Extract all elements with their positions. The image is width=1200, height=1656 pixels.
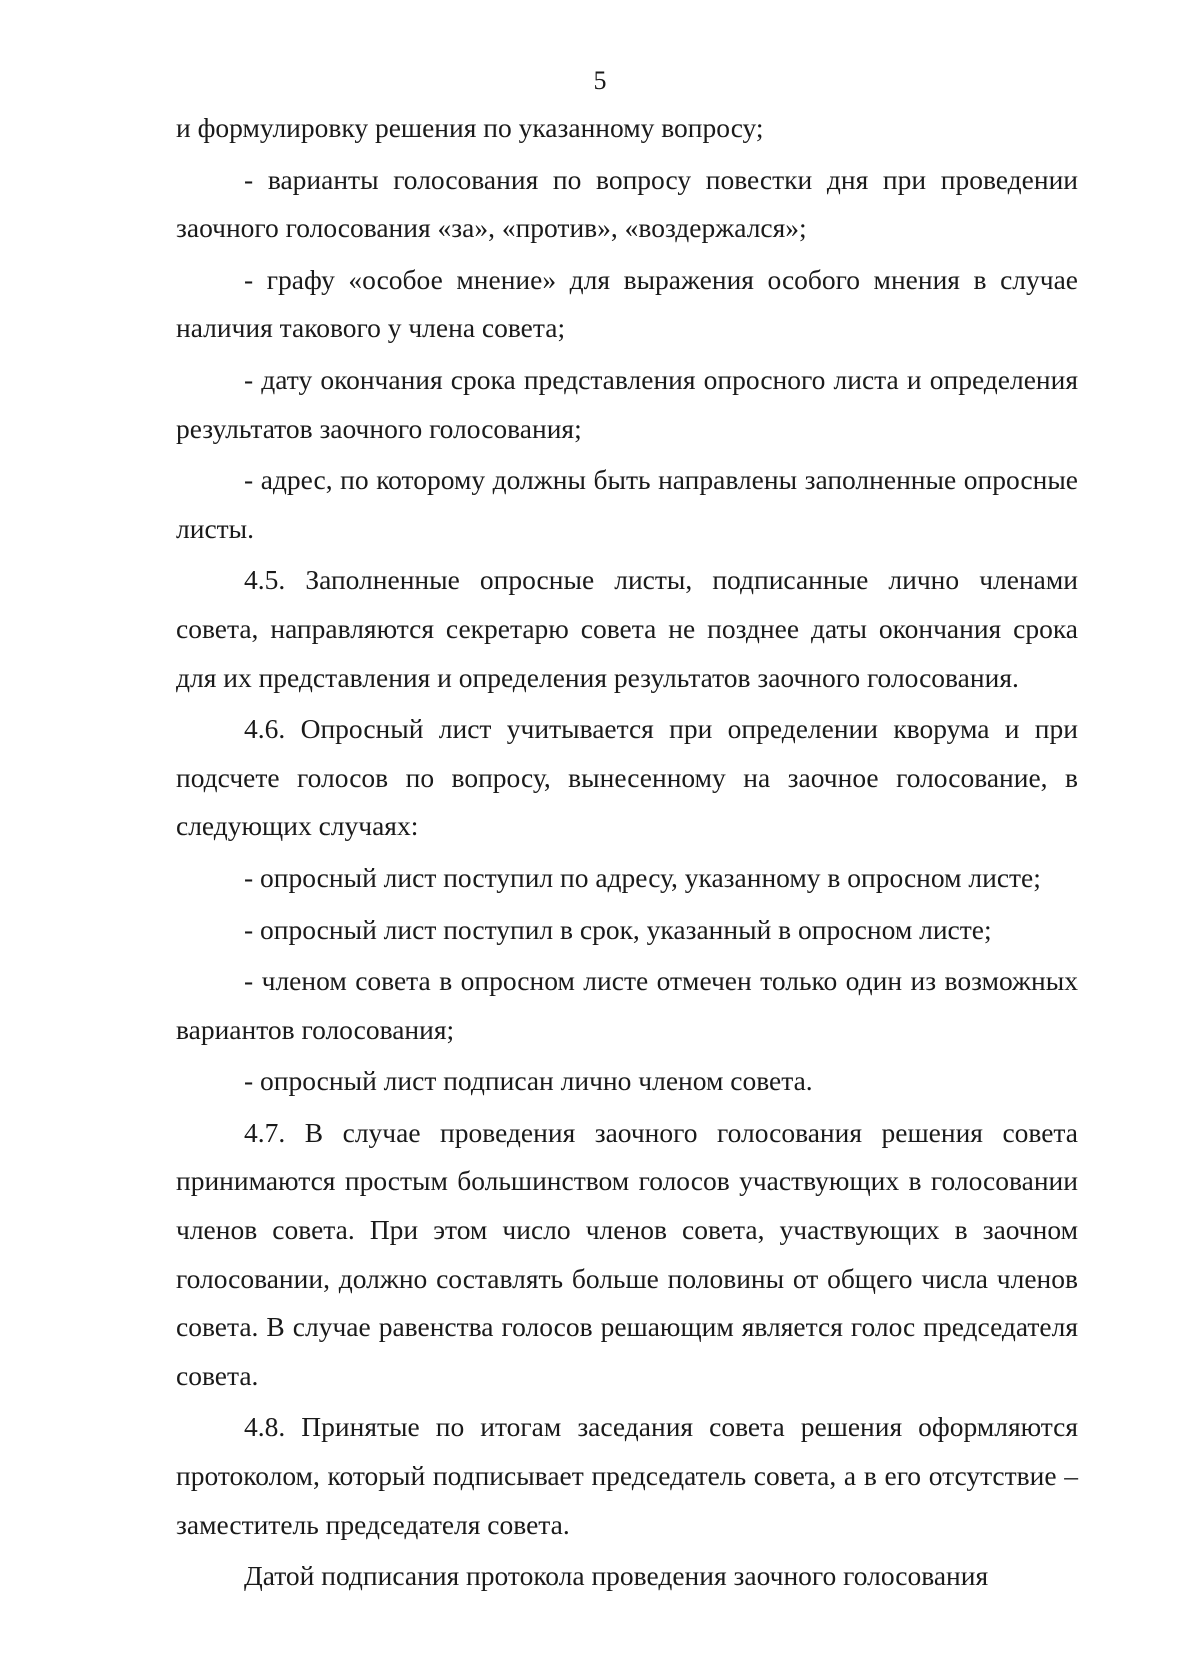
document-body (176, 104, 1078, 1601)
paragraph-4-8: 4.8. Принятые по итогам заседания совета решения оформляются протоколом, который подписывает председатель совета, а в его отсутствие – заместитель председателя совета. (176, 1411, 1078, 1540)
list-item-address: - адрес, по которому должны быть направлены заполненные опросные листы. (176, 464, 1078, 544)
paragraph-4-7: 4.7. В случае проведения заочного голосования решения совета принимаются простым большинством голосов участвующих в голосовании членов совета. При этом число членов совета, участвующих в заочном голосовании, должно составлять больше половины от общего числа членов совета. В случае равенства голосов решающим является голос председателя совета. (176, 1116, 1078, 1391)
paragraph-continuation: и формулировку решения по указанному вопросу; (176, 112, 764, 143)
list-item-voting-options: - варианты голосования по вопросу повестки дня при проведении заочного голосования «за», «против», «воздержался»; (176, 163, 1078, 244)
list-item-special-opinion: - графу «особое мнение» для выражения особого мнения в случае наличия такового у члена совета; (176, 263, 1078, 344)
list-item-address-received: - опросный лист поступил по адресу, указанному в опросном листе; (244, 861, 1041, 893)
list-item-signed: - опросный лист подписан лично членом совета. (244, 1065, 813, 1097)
paragraph-4-6: 4.6. Опросный лист учитывается при определении кворума и при подсчете голосов по вопросу, вынесенному на заочное голосование, в следующих случаях: (176, 713, 1078, 842)
page-number: 5 (593, 66, 607, 95)
paragraph-4-5: 4.5. Заполненные опросные листы, подписанные лично членами совета, направляются секретарю совета не позднее даты окончания срока для их представления и определения результатов заочного голосования. (176, 564, 1078, 693)
list-item-deadline: - дату окончания срока представления опросного листа и определения результатов заочного голосования; (176, 363, 1078, 444)
paragraph-signing-date: Датой подписания протокола проведения заочного голосования (244, 1560, 989, 1592)
list-item-single-option: - членом совета в опросном листе отмечен только один из возможных вариантов голосования; (176, 965, 1078, 1045)
list-item-in-time: - опросный лист поступил в срок, указанный в опросном листе; (244, 913, 992, 945)
